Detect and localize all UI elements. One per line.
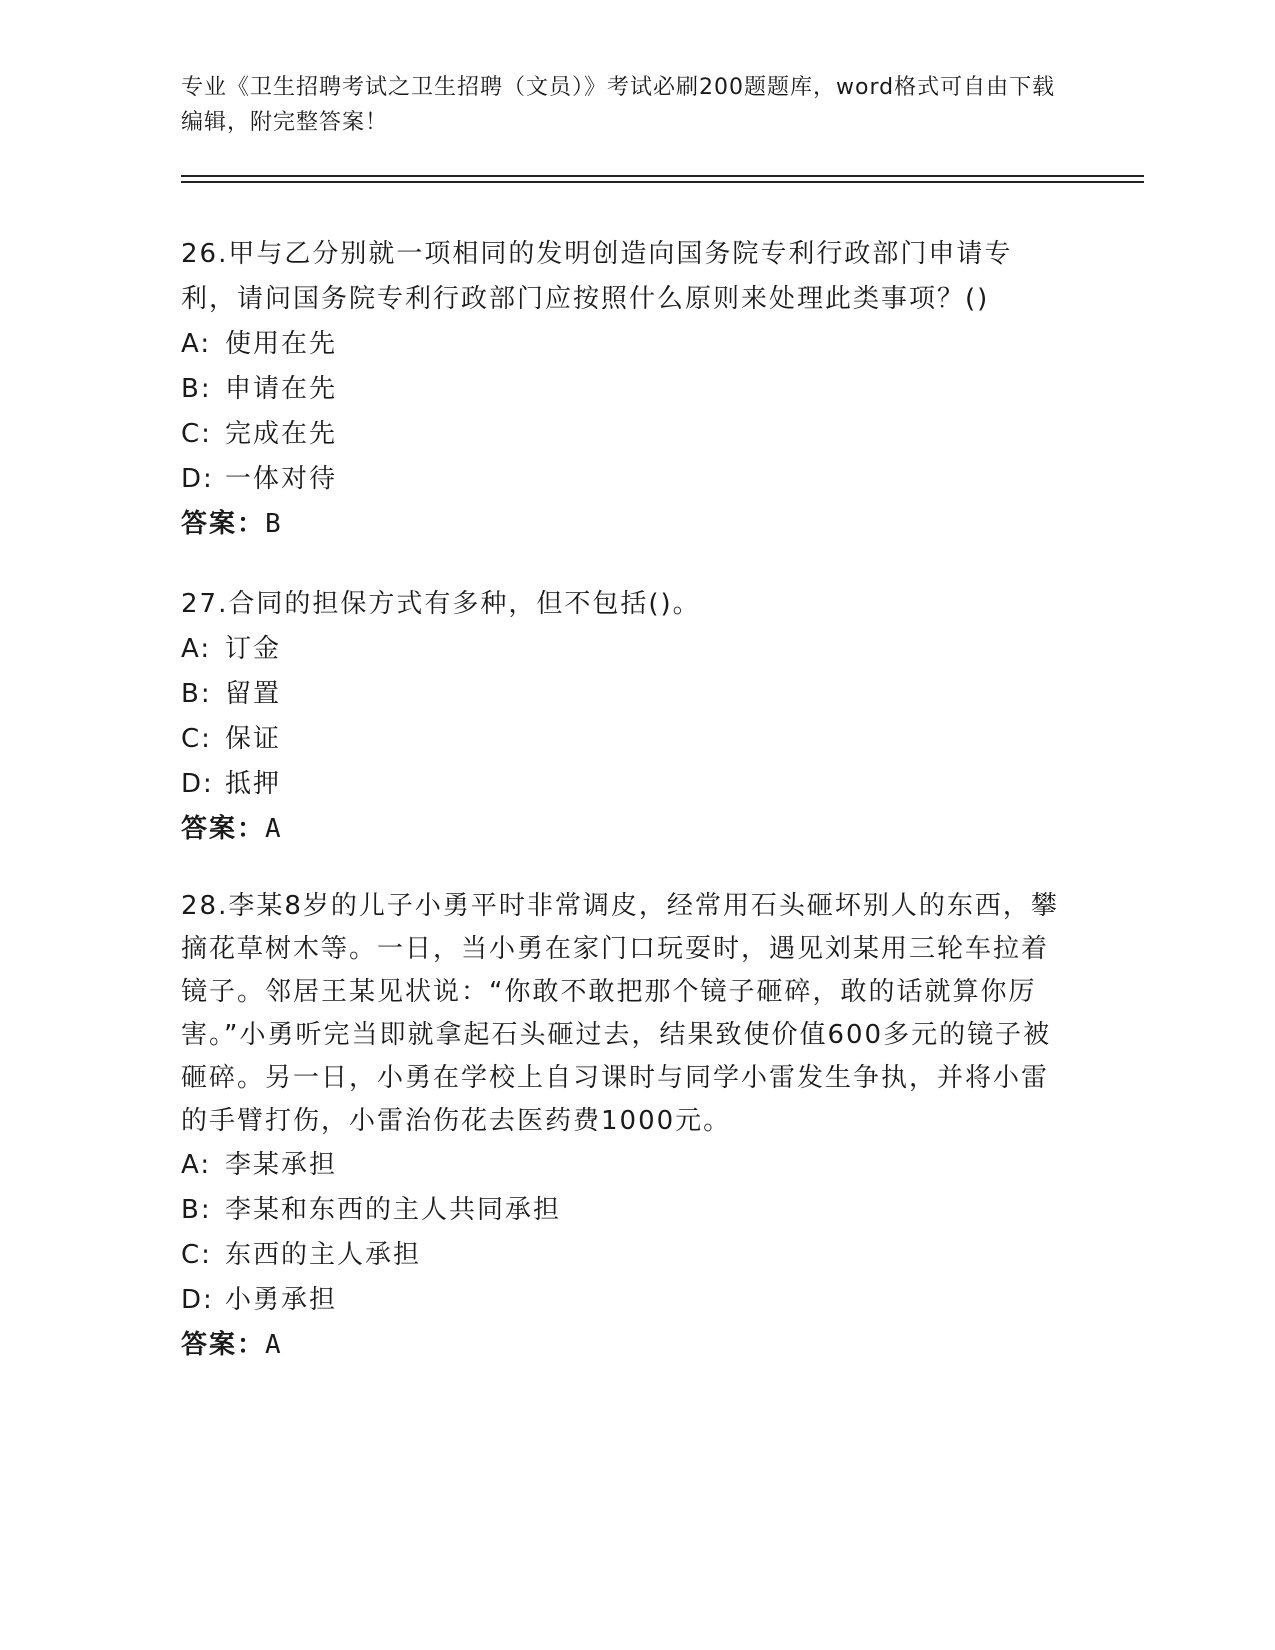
option-d [181,457,1061,502]
answer-label: 答案： [181,1330,266,1360]
header-rule-bottom [181,181,1144,183]
option-letter: C: [181,419,212,449]
option-letter: B: [181,1195,212,1225]
answer-label: 答案： [181,814,266,844]
option-c [181,412,1061,457]
option-a [181,1143,1061,1188]
option-text: 李某和东西的主人共同承担 [225,1195,562,1225]
answer-value: A [265,1330,283,1360]
option-text: 申请在先 [225,374,338,404]
answer-value: B [265,509,283,539]
option-letter: A: [181,329,212,359]
document-header: 专业《卫生招聘考试之卫生招聘（文员）》考试必刷200题题库，word格式可自由下载编辑，附完整答案！ [181,75,1056,135]
option-b [181,367,1061,412]
option-text: 使用在先 [225,329,338,359]
option-letter: C: [181,724,212,754]
answer-label: 答案： [181,509,266,539]
option-text: 小勇承担 [225,1285,338,1315]
question-text: 28.李某8岁的儿子小勇平时非常调皮，经常用石头砸坏别人的东西，攀摘花草树木等。一日，当小勇在家门口玩耍时，遇见刘某用三轮车拉着镜子。邻居王某见状说：“你敢不敢把那个镜子砸碎，敢的话就算你厉害。”小勇听完当即就拿起石头砸过去，结果致使价值600多元的镜子被砸碎。另一日，小勇在学校上自习课时与同学小雷发生争执，并将小雷的手臂打伤，小雷治伤花去医药费1000元。 [181,891,1059,1136]
option-text: 订金 [225,634,282,664]
option-text: 留置 [225,679,282,709]
option-text: 一体对待 [225,464,338,494]
option-letter: B: [181,374,212,404]
option-text: 东西的主人承担 [225,1240,422,1270]
option-b [181,1188,1061,1233]
answer-line [181,1323,1061,1368]
option-c [181,1233,1061,1278]
option-letter: D: [181,464,214,494]
option-d [181,762,1061,807]
option-a [181,322,1061,367]
question-27 [181,582,1061,852]
option-text: 抵押 [225,769,282,799]
header-rule-top [181,175,1144,177]
option-letter: D: [181,1285,214,1315]
question-26 [181,232,1061,547]
option-letter: A: [181,1150,212,1180]
answer-line [181,807,1061,852]
option-letter: B: [181,679,212,709]
option-d [181,1278,1061,1323]
question-28 [181,885,1061,1368]
option-b [181,672,1061,717]
option-a [181,627,1061,672]
question-text: 26.甲与乙分别就一项相同的发明创造向国务院专利行政部门申请专利，请问国务院专利行政部门应按照什么原则来处理此类事项？() [181,239,1013,314]
question-text: 27.合同的担保方式有多种，但不包括()。 [181,589,701,619]
answer-value: A [265,814,283,844]
option-letter: A: [181,634,212,664]
option-text: 李某承担 [225,1150,338,1180]
option-letter: C: [181,1240,212,1270]
answer-line [181,502,1061,547]
option-c [181,717,1061,762]
option-letter: D: [181,769,214,799]
option-text: 完成在先 [225,419,338,449]
option-text: 保证 [225,724,282,754]
